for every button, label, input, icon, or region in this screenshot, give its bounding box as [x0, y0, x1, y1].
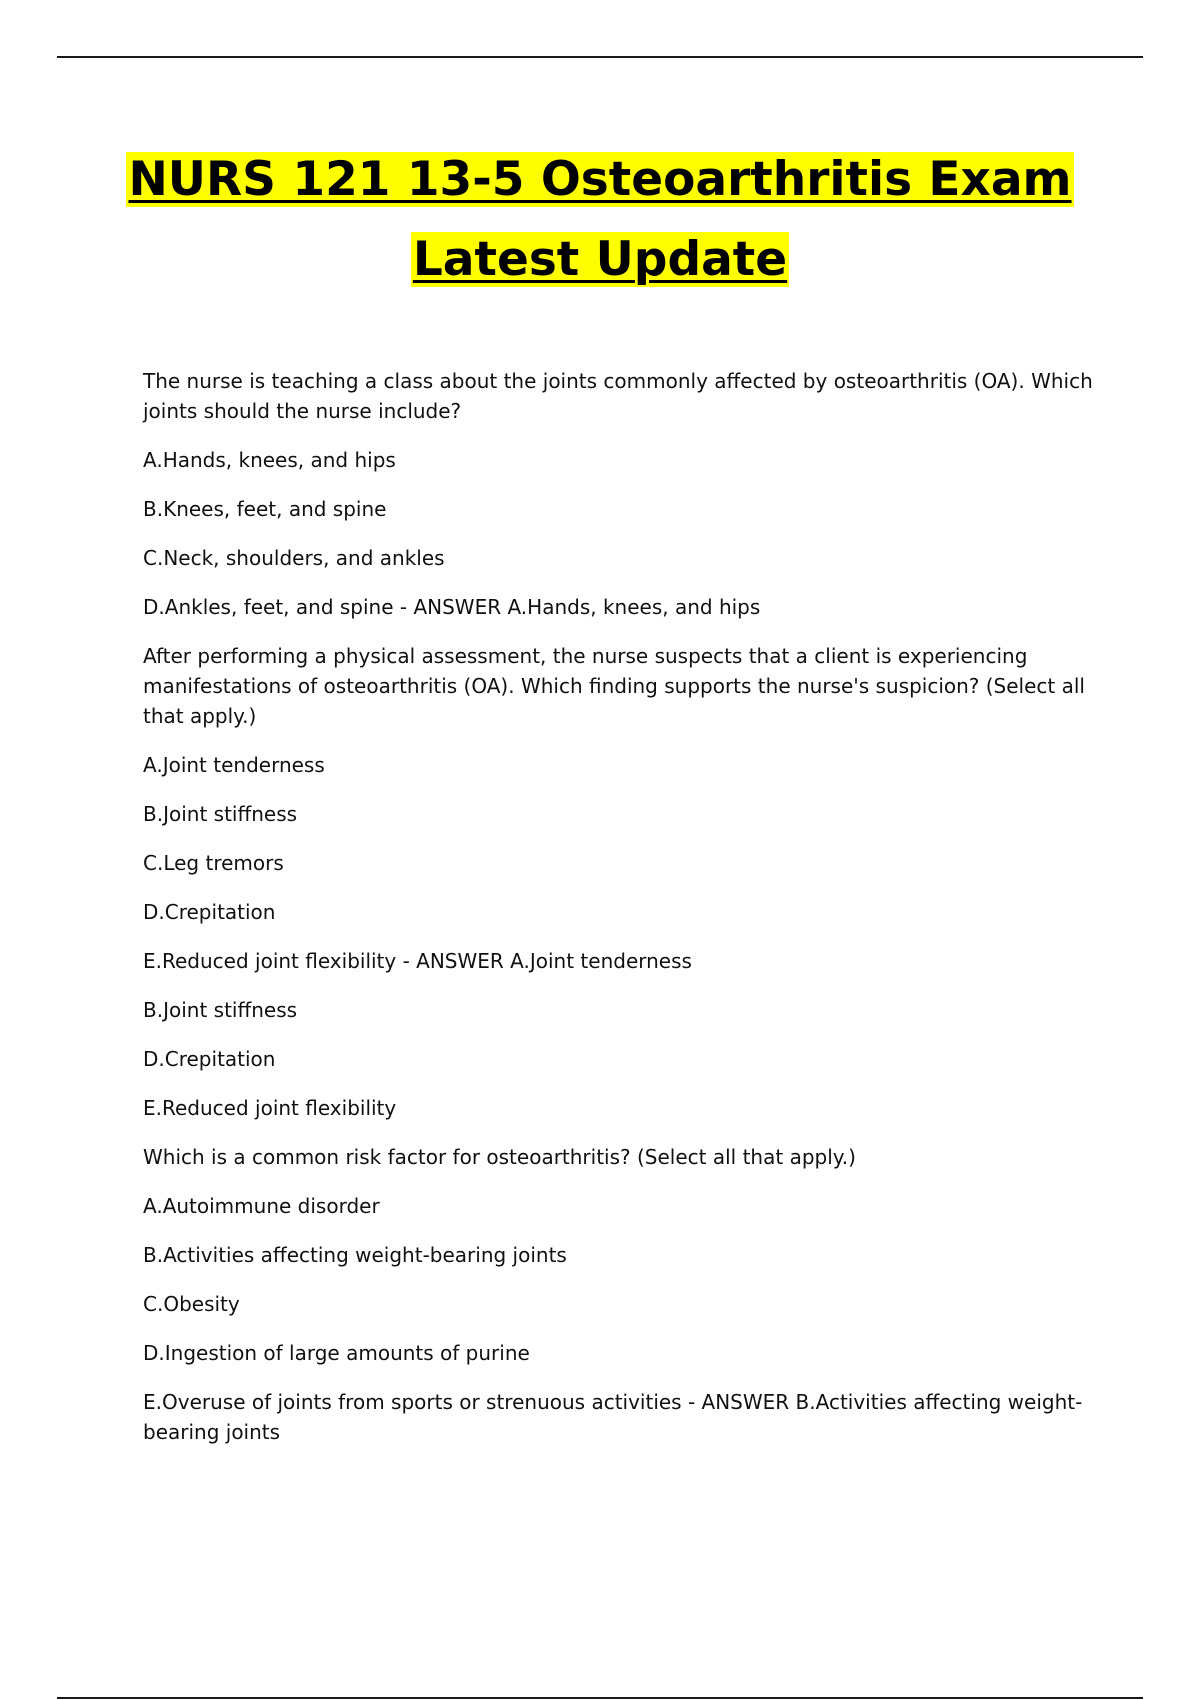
option-item: B.Activities affecting weight-bearing joints: [143, 1243, 567, 1267]
option-with-answer: E.Reduced joint flexibility - ANSWER A.Joint tenderness: [143, 949, 692, 973]
title-line-1: NURS 121 13-5 Osteoarthritis Exam: [128, 152, 1072, 207]
answer-item: B.Joint stiffness: [143, 998, 298, 1022]
answer-item: E.Reduced joint flexibility: [143, 1096, 397, 1120]
question-2: After performing a physical assessment, the nurse suspects that a client is experiencing manifestations of osteoarthritis (OA). Which finding supports the nurse's suspicion? (Select all that apply.): [143, 644, 1085, 728]
option-with-answer: E.Overuse of joints from sports or strenuous activities - ANSWER B.Activities affecting weight-bearing joints: [143, 1390, 1083, 1444]
option-with-answer: D.Ankles, feet, and spine - ANSWER A.Hands, knees, and hips: [143, 595, 761, 619]
answer-item: D.Crepitation: [143, 1047, 276, 1071]
option-item: D.Crepitation: [143, 900, 276, 924]
document-body: [143, 366, 1103, 1466]
option-item: B.Knees, feet, and spine: [143, 497, 387, 521]
option-item: B.Joint stiffness: [143, 802, 298, 826]
option-item: A.Joint tenderness: [143, 753, 325, 777]
option-item: C.Leg tremors: [143, 851, 284, 875]
title-line-2: Latest Update: [412, 232, 788, 287]
option-item: C.Neck, shoulders, and ankles: [143, 546, 445, 570]
bottom-rule: [57, 1697, 1143, 1699]
option-item: A.Hands, knees, and hips: [143, 448, 396, 472]
question-3: Which is a common risk factor for osteoarthritis? (Select all that apply.): [143, 1145, 856, 1169]
document-title: [0, 140, 1200, 300]
option-item: D.Ingestion of large amounts of purine: [143, 1341, 530, 1365]
option-item: C.Obesity: [143, 1292, 240, 1316]
top-rule: [57, 56, 1143, 58]
question-1: The nurse is teaching a class about the joints commonly affected by osteoarthritis (OA). Which joints should the nurse include?: [143, 369, 1093, 423]
option-item: A.Autoimmune disorder: [143, 1194, 380, 1218]
